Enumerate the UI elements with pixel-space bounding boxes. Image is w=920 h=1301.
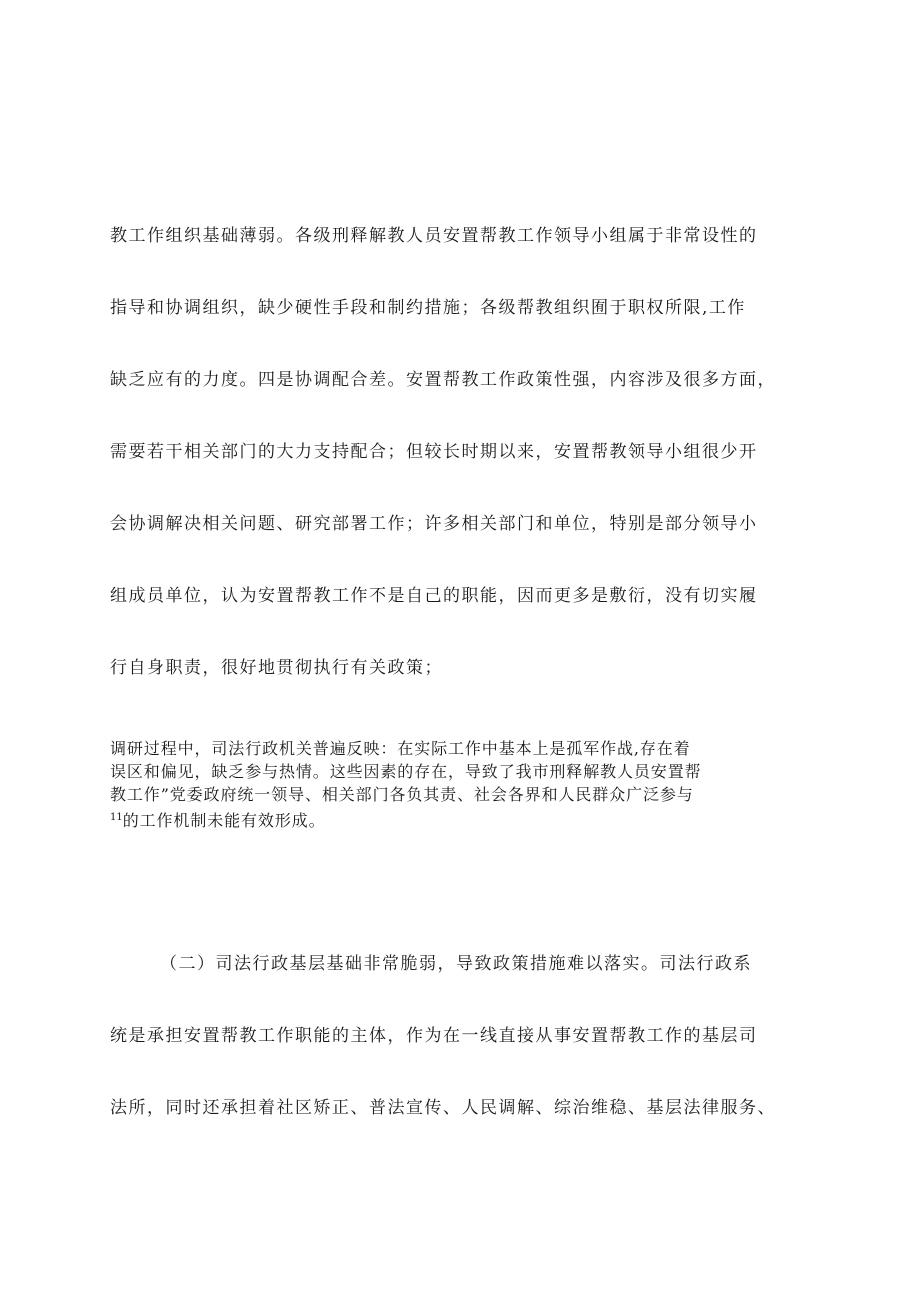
text-line: 组成员单位，认为安置帮教工作不是自己的职能，因而更多是敷衍，没有切实履 [110,586,758,606]
text-line: 指导和协调组织，缺少硬性手段和制约措施；各级帮教组织囿于职权所限,工作 [110,298,746,318]
text-line: 调研过程中，司法行政机关普遍反映：在实际工作中基本上是孤军作战,存在着 [110,739,691,758]
text-line: （二）司法行政基层基础非常脆弱，导致政策措施难以落实。司法行政系 [160,954,752,974]
text-line: 误区和偏见，缺乏参与热情。这些因素的存在，导致了我市刑释解教人员安置帮 [110,762,702,781]
text-line-tail: 的工作机制未能有效形成。 [122,811,326,830]
text-line [110,807,326,832]
text-line: 法所，同时还承担着社区矫正、普法宣传、人民调解、综治维稳、基层法律服务、 [110,1098,776,1118]
text-line: 教工作”党委政府统一领导、相关部门各负其责、社会各界和人民群众广泛参与 [110,785,694,804]
text-line: 统是承担安置帮教工作职能的主体，作为在一线直接从事安置帮教工作的基层司 [110,1026,758,1046]
text-line: 会协调解决相关问题、研究部署工作；许多相关部门和单位，特别是部分领导小 [110,514,758,534]
text-line: 教工作组织基础薄弱。各级刑释解教人员安置帮教工作领导小组属于非常设性的 [110,226,758,246]
text-line: 行自身职责，很好地贯彻执行有关政策； [110,658,443,678]
text-line: 缺乏应有的力度。四是协调配合差。安置帮教工作政策性强，内容涉及很多方面， [110,370,776,390]
footnote-marker: 11 [110,812,123,823]
text-line: 需要若干相关部门的大力支持配合；但较长时期以来，安置帮教领导小组很少开 [110,442,758,462]
